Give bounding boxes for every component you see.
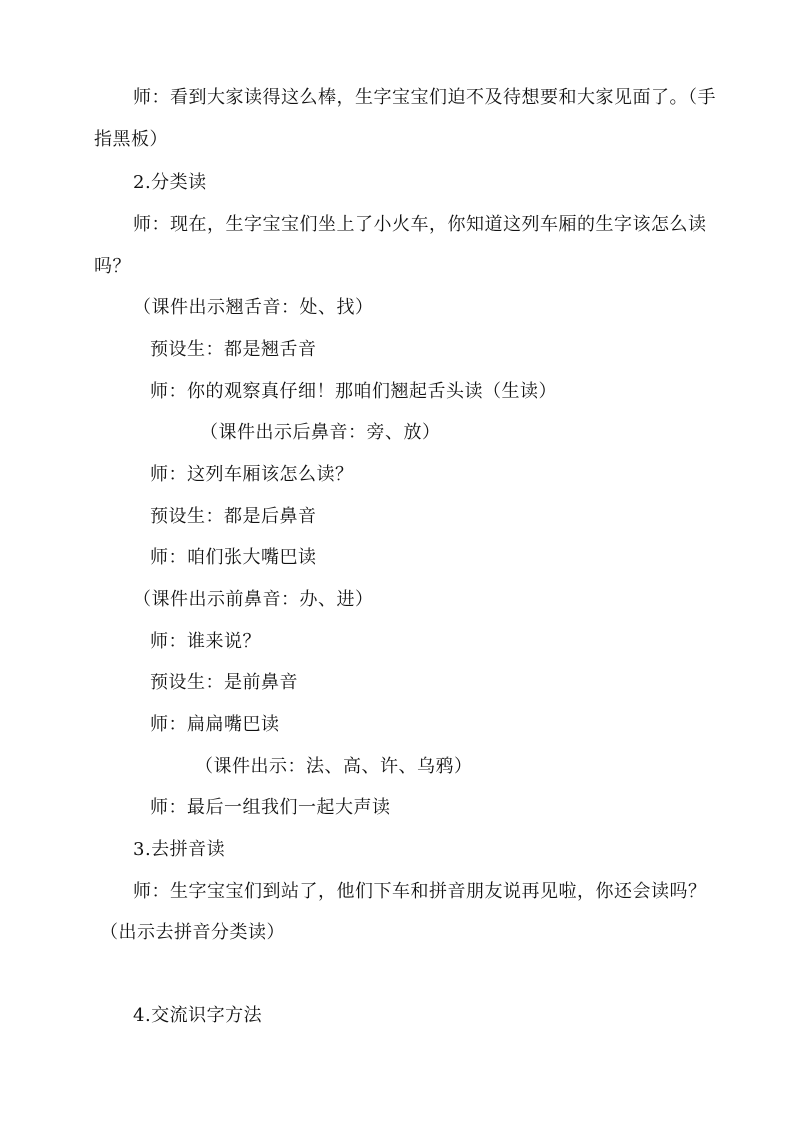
teacher-front-nasal-read: 师：扁扁嘴巴读	[150, 714, 280, 735]
paragraph-teacher-intro-line2: 指黑板）	[94, 129, 168, 150]
paragraph-train-question-line1: 师：现在，生字宝宝们坐上了小火车，你知道这列车厢的生字该怎么读	[133, 214, 707, 235]
teacher-retroflex-read: 师：你的观察真仔细！那咱们翘起舌头读（生读）	[150, 381, 557, 402]
courseware-front-nasal: （课件出示前鼻音：办、进）	[133, 589, 374, 610]
courseware-retroflex: （课件出示翘舌音：处、找）	[133, 297, 374, 318]
courseware-back-nasal: （课件出示后鼻音：旁、放）	[200, 422, 441, 443]
teacher-back-nasal-read: 师：咱们张大嘴巴读	[150, 547, 317, 568]
section-heading-classify-read: 2.分类读	[133, 172, 207, 193]
teacher-front-nasal-question: 师：谁来说？	[150, 631, 261, 652]
paragraph-train-question-line2: 吗？	[94, 256, 131, 277]
teacher-last-group-read: 师：最后一组我们一起大声读	[150, 797, 391, 818]
section-heading-remove-pinyin: 3.去拼音读	[133, 839, 226, 860]
student-answer-back-nasal: 预设生：都是后鼻音	[150, 506, 317, 527]
section-heading-literacy-methods: 4.交流识字方法	[133, 1005, 263, 1026]
teacher-back-nasal-question: 师：这列车厢该怎么读？	[150, 464, 354, 485]
student-answer-retroflex: 预设生：都是翘舌音	[150, 339, 317, 360]
paragraph-teacher-intro-line1: 师：看到大家读得这么棒，生字宝宝们迫不及待想要和大家见面了。（手	[133, 87, 716, 108]
student-answer-front-nasal: 预设生：是前鼻音	[150, 672, 298, 693]
courseware-last-group: （课件出示：法、高、许、乌鸦）	[195, 756, 473, 777]
paragraph-arrive-station-line2: （出示去拼音分类读）	[100, 922, 285, 943]
paragraph-arrive-station-line1: 师：生字宝宝们到站了，他们下车和拼音朋友说再见啦，你还会读吗？	[133, 881, 707, 902]
